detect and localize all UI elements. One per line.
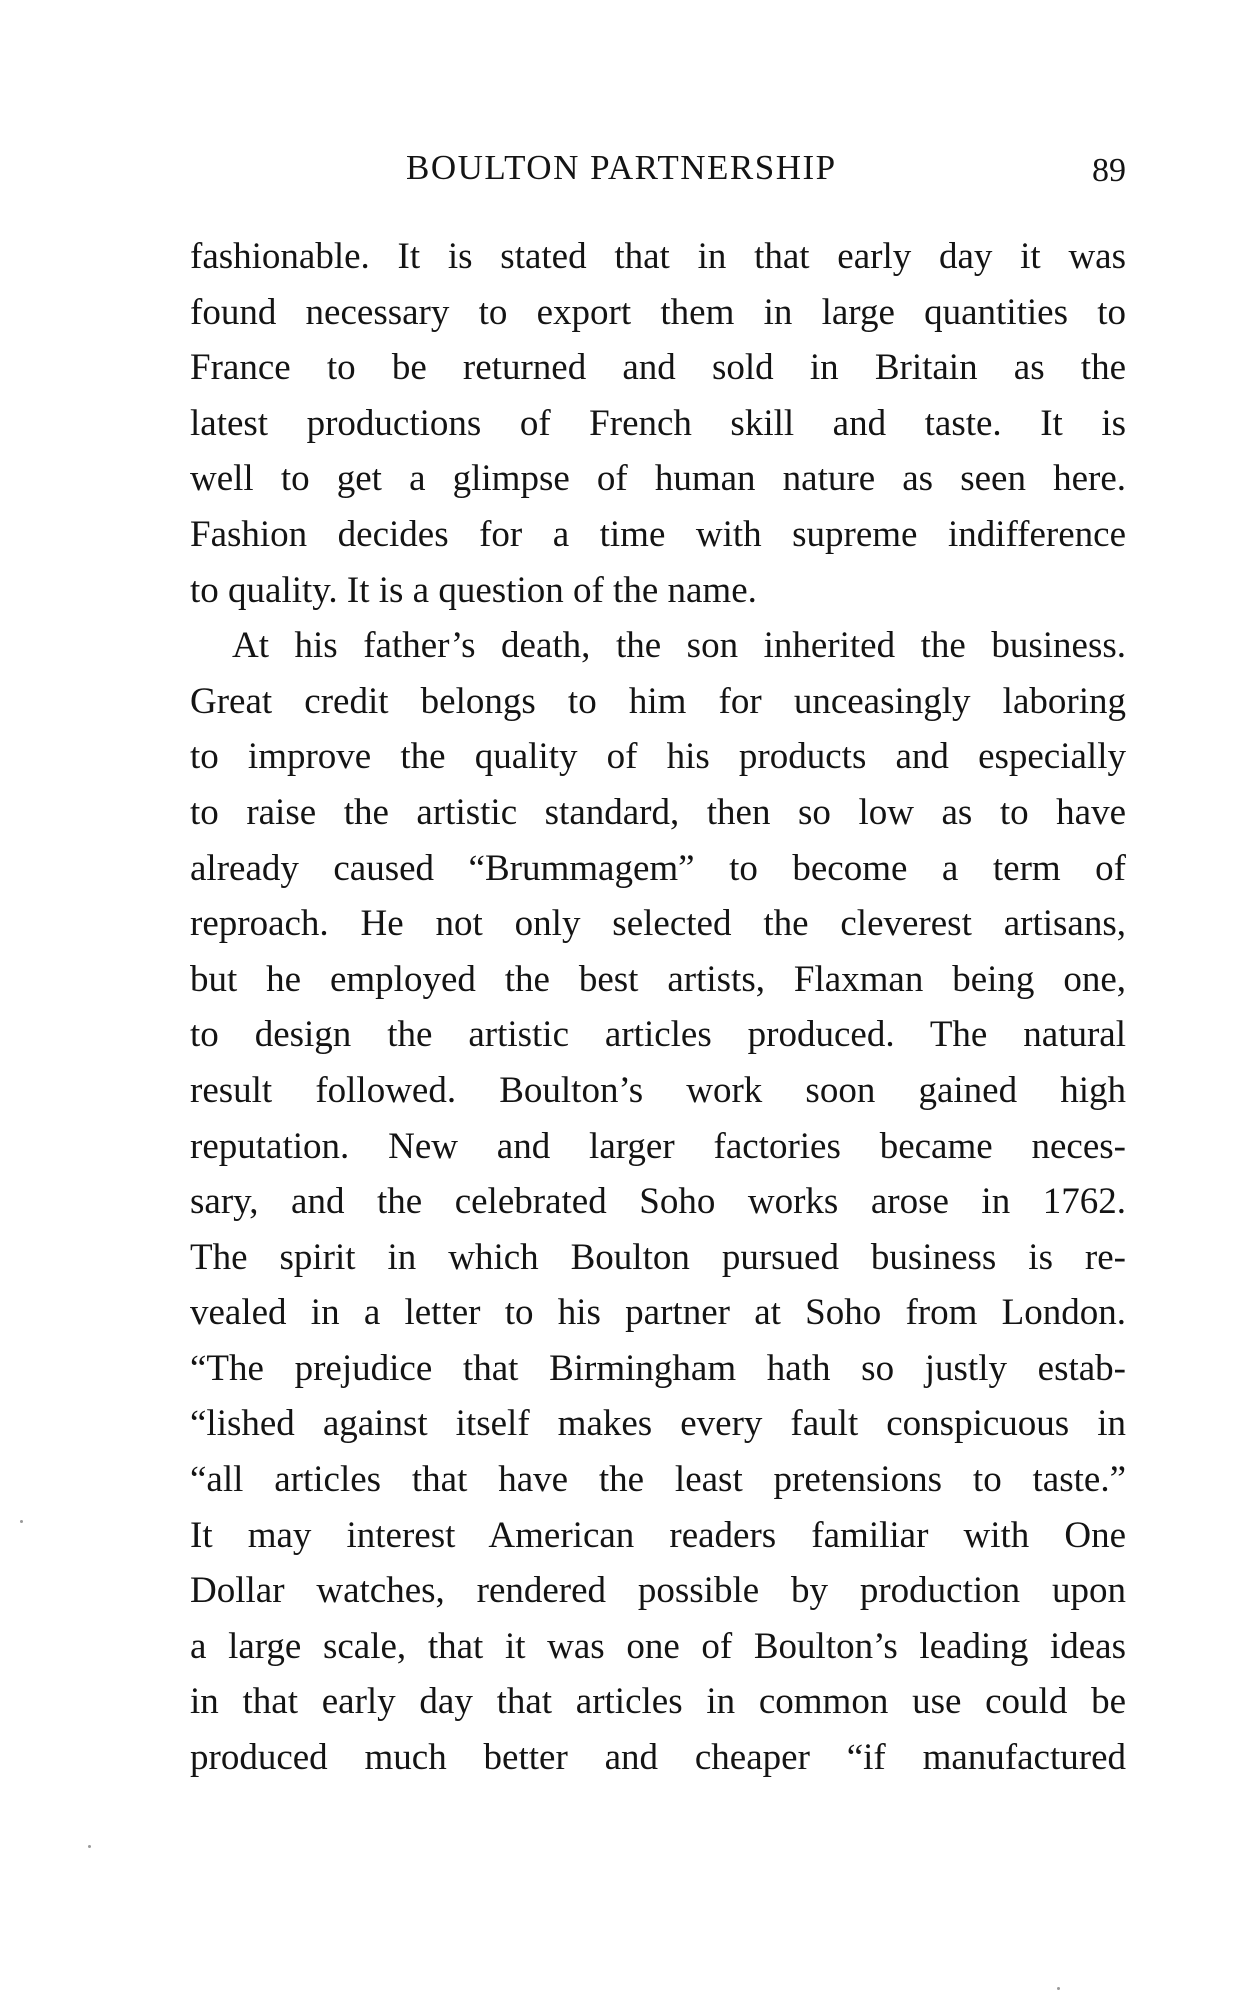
scan-speck xyxy=(88,1845,91,1848)
text-line: vealed in a letter to his partner at Soho from London. xyxy=(190,1292,1126,1334)
text-line: sary, and the celebrated Soho works arose in 1762. xyxy=(190,1181,1126,1223)
text-line: “all articles that have the least pretensions to taste.” xyxy=(190,1459,1126,1501)
text-line: result followed. Boulton’s work soon gained high xyxy=(190,1069,1126,1111)
text-line: already caused “Brummagem” to become a term of xyxy=(190,847,1126,889)
text-line: Great credit belongs to him for unceasingly laboring xyxy=(190,680,1126,722)
text-line: to raise the artistic standard, then so low as to have xyxy=(190,791,1126,833)
text-line: but he employed the best artists, Flaxman being one, xyxy=(190,958,1126,1000)
text-line: produced much better and cheaper “if manufactured xyxy=(190,1737,1126,1779)
text-line: “The prejudice that Birmingham hath so justly estab- xyxy=(190,1347,1126,1389)
paragraph-end-line: to quality. It is a question of the name. xyxy=(190,569,757,611)
text-line: a large scale, that it was one of Boulton’s leading ideas xyxy=(190,1625,1126,1667)
body-text xyxy=(190,229,1126,1786)
text-line: fashionable. It is stated that in that early day it was xyxy=(190,236,1126,277)
text-line: It may interest American readers familiar with One xyxy=(190,1514,1126,1556)
text-line: latest productions of French skill and taste. It is xyxy=(190,402,1126,444)
running-title: BOULTON PARTNERSHIP xyxy=(406,148,837,187)
text-line: to design the artistic articles produced. The natural xyxy=(190,1014,1126,1056)
scan-speck xyxy=(20,1520,23,1523)
text-line: reproach. He not only selected the cleverest artisans, xyxy=(190,903,1126,945)
text-line: Fashion decides for a time with supreme indifference xyxy=(190,513,1126,555)
text-line: well to get a glimpse of human nature as seen here. xyxy=(190,458,1126,500)
paragraph-start-line: At his father’s death, the son inherited the business. xyxy=(232,625,1126,667)
scan-speck xyxy=(1057,1987,1060,1990)
text-line: The spirit in which Boulton pursued business is re- xyxy=(190,1236,1126,1278)
text-line: France to be returned and sold in Britain as the xyxy=(190,347,1126,389)
text-line: reputation. New and larger factories became neces- xyxy=(190,1125,1126,1167)
text-line: Dollar watches, rendered possible by production upon xyxy=(190,1570,1126,1612)
text-line: in that early day that articles in common use could be xyxy=(190,1681,1126,1723)
page-number: 89 xyxy=(1092,152,1126,189)
text-line: to improve the quality of his products and especially xyxy=(190,736,1126,778)
text-line: “lished against itself makes every fault conspicuous in xyxy=(190,1403,1126,1445)
page-header xyxy=(190,148,1126,198)
text-line: found necessary to export them in large quantities to xyxy=(190,291,1126,333)
